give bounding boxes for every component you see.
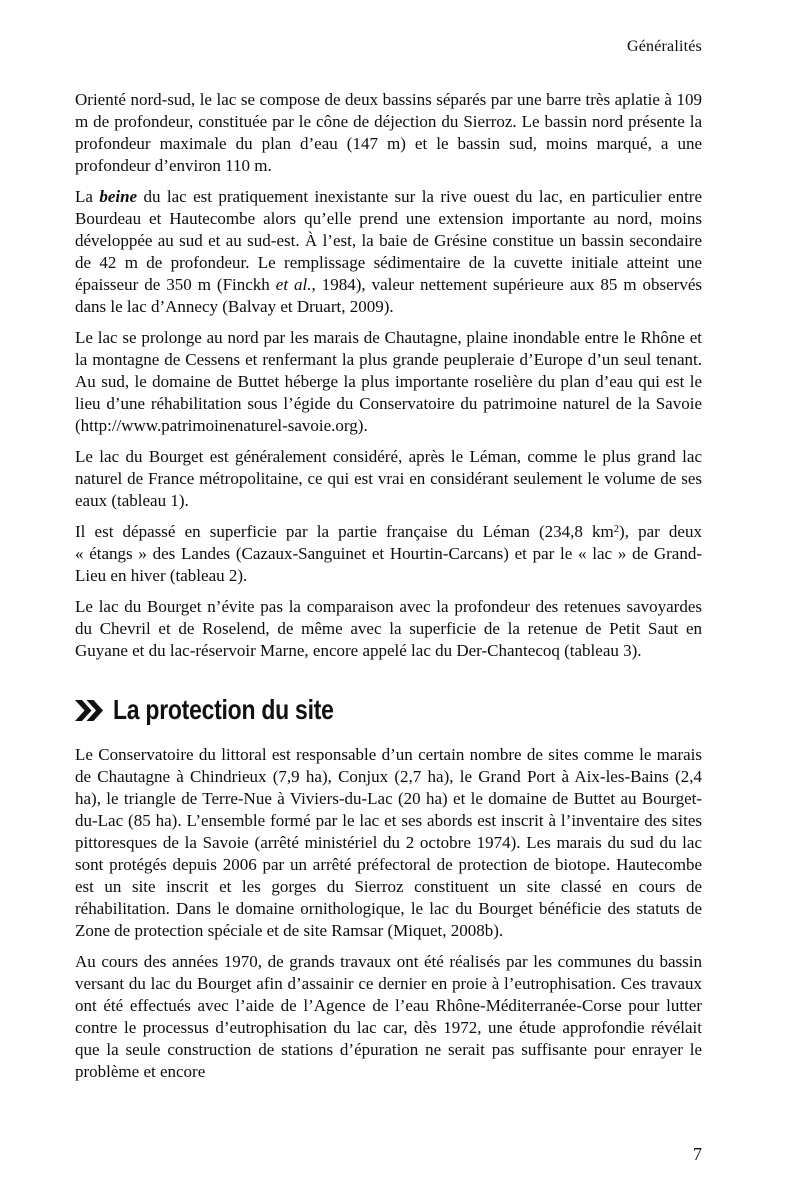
text-run: Le lac se prolonge au nord par les marais de Chautagne, plaine inondable entre le Rhône et la montagne de Cessens et renfermant la plus grande peupleraie d’Europe d’un seul tenant. Au sud, le domaine de Buttet héberge la plus importante roselière du plan d’eau qui est le lieu d’une réhabilitation sous l’égide du Conservatoire du patrimoine naturel de la Savoie (http://www.patrimoinenaturel-savoie.org). [75, 328, 702, 435]
text-run: , 1984), valeur nettement supérieure aux 85 m observés dans le lac d’Annecy (Balvay et Druart, 2009). [75, 275, 703, 316]
double-chevron-icon [75, 700, 103, 721]
text-run: La [75, 187, 100, 206]
paragraph-3 [75, 327, 702, 437]
running-header: Généralités [626, 38, 702, 55]
section-heading [75, 694, 702, 726]
superscript-text: 2 [613, 524, 620, 536]
text-run: Le lac du Bourget est généralement considéré, après le Léman, comme le plus grand lac naturel de France métropolitaine, ce qui est vrai en considérant seulement le volume de ses eaux (tableau 1). [75, 447, 702, 510]
paragraph-6 [75, 596, 702, 662]
text-run: Il est dépassé en superficie par la partie française du Léman (234,8 km [75, 522, 614, 541]
text-run: ), par deux « étangs » des Landes (Cazaux-Sanguinet et Hourtin-Carcans) et par le « lac » de Grand-Lieu en hiver (tableau 2). [75, 522, 702, 585]
text-run: et al. [275, 275, 312, 294]
section-heading-label: La protection du site [113, 694, 334, 725]
text-run: Orienté nord-sud, le lac se compose de deux bassins séparés par une barre très aplatie à 109 m de profondeur, constituée par le cône de déjection du Sierroz. Le bassin nord présente la profondeur maximale du plan d’eau (147 m) et le bassin sud, moins marqué, a une profondeur d’environ 110 m. [75, 90, 702, 175]
text-run: du lac est pratiquement inexistante sur la rive ouest du lac, en particulier entre Bourdeau et Hautecombe alors qu’elle prend une extension importante au nord, moins développée au sud et au sud-est. À l’est, la baie de Grésine constitue un bassin secondaire de 42 m de profondeur. Le remplissage sédimentaire de la cuvette initiale atteint une épaisseur de 350 m (Finckh [75, 187, 702, 294]
text-run: Le Conservatoire du littoral est responsable d’un certain nombre de sites comme le marais de Chautagne à Chindrieux (7,9 ha), Conjux (2,7 ha), le Grand Port à Aix-les-Bains (2,4 ha), le triangle de Terre-Nue à Viviers-du-Lac (20 ha) et le domaine de Buttet au Bourget-du-Lac (85 ha). L’ensemble formé par le lac et ses abords est inscrit à l’inventaire des sites pittoresques de la Savoie (arrêté ministériel du 2 octobre 1974). Les marais du sud du lac sont protégés depuis 2006 par un arrêté préfectoral de protection de biotope. Hautecombe est un site inscrit et les gorges du Sierroz constituent un site classé en cours de réhabilitation. Dans le domaine ornithologique, le lac du Bourget bénéficie des statuts de Zone de protection spéciale et de site Ramsar (Miquet, 2008b). [75, 745, 702, 940]
paragraph-5 [75, 521, 702, 587]
text-run: beine [99, 187, 138, 206]
text-run: Le lac du Bourget n’évite pas la comparaison avec la profondeur des retenues savoyardes du Chevril et de Roselend, de même avec la superficie de la retenue de Petit Saut en Guyane et du lac-réservoir Marne, encore appelé lac du Der-Chantecoq (tableau 3). [75, 597, 702, 660]
paragraph-8 [75, 744, 702, 942]
page-content [75, 89, 702, 1092]
paragraph-1 [75, 89, 702, 177]
page-number: 7 [693, 1144, 702, 1164]
paragraph-4 [75, 446, 702, 512]
paragraph-2 [75, 186, 702, 318]
paragraph-9 [75, 951, 702, 1083]
text-run: Au cours des années 1970, de grands travaux ont été réalisés par les communes du bassin versant du lac du Bourget afin d’assainir ce dernier en proie à l’eutrophisation. Ces travaux ont été effectués avec l’aide de l’Agence de l’eau Rhône-Méditerranée-Corse pour lutter contre le processus d’eutrophisation du lac car, dès 1972, une étude approfondie révélait que la seule construction de stations d’épuration ne serait pas suffisante pour enrayer le problème et encore [75, 952, 702, 1081]
